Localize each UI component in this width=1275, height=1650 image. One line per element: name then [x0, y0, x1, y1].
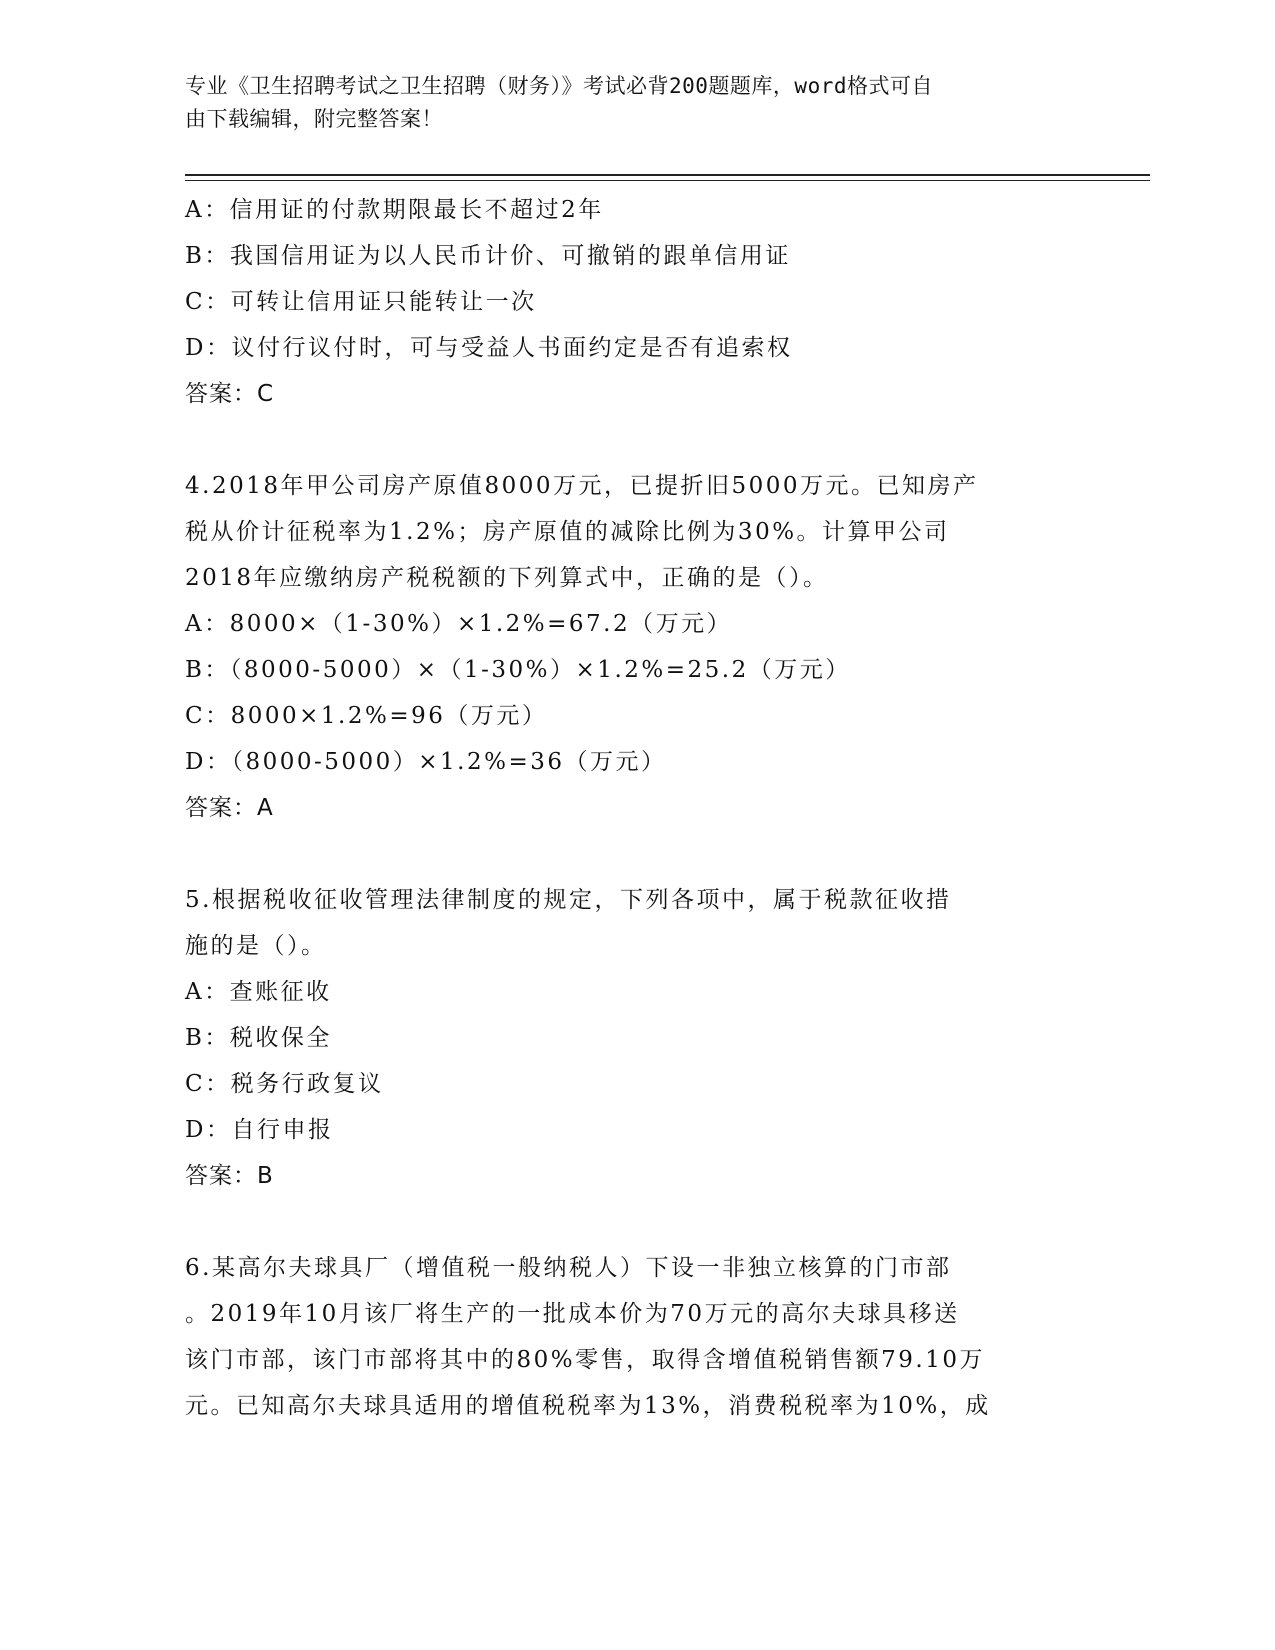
option-d: D：议付行议付时，可与受益人书面约定是否有追索权 — [185, 335, 793, 361]
question-stem: 2018年应缴纳房产税税额的下列算式中，正确的是（）。 — [185, 565, 829, 591]
option-a: A：8000×（1-30%）×1.2%=67.2（万元） — [185, 611, 733, 637]
question-stem: 6.某高尔夫球具厂（增值税一般纳税人）下设一非独立核算的门市部 — [185, 1255, 952, 1281]
option-c: C：可转让信用证只能转让一次 — [185, 289, 537, 315]
spacer — [185, 1199, 1065, 1245]
question-stem: 税从价计征税率为1.2%；房产原值的减除比例为30%。计算甲公司 — [185, 519, 950, 545]
option-d: D：自行申报 — [185, 1117, 334, 1143]
question-list — [185, 187, 1065, 1429]
answer: 答案：A — [185, 795, 274, 821]
question-3 — [185, 187, 1065, 417]
question-stem: 该门市部，该门市部将其中的80%零售，取得含增值税销售额79.10万 — [185, 1347, 985, 1373]
question-stem: 4.2018年甲公司房产原值8000万元，已提折旧5000万元。已知房产 — [185, 473, 979, 499]
option-d: D：（8000-5000）×1.2%=36（万元） — [185, 749, 667, 775]
option-c: C：税务行政复议 — [185, 1071, 384, 1097]
question-stem: 5.根据税收征收管理法律制度的规定，下列各项中，属于税款征收措 — [185, 887, 952, 913]
header-divider-thin — [185, 180, 1150, 181]
header-divider-thick — [185, 174, 1150, 176]
question-6 — [185, 1245, 1065, 1429]
question-5 — [185, 877, 1065, 1199]
option-a: A：查账征收 — [185, 979, 332, 1005]
document-header — [185, 70, 1065, 136]
option-c: C：8000×1.2%=96（万元） — [185, 703, 548, 729]
option-b: B：我国信用证为以人民币计价、可撤销的跟单信用证 — [185, 243, 791, 269]
question-stem: 元。已知高尔夫球具适用的增值税税率为13%，消费税税率为10%，成 — [185, 1393, 991, 1419]
question-4 — [185, 463, 1065, 831]
spacer — [185, 417, 1065, 463]
option-a: A：信用证的付款期限最长不超过2年 — [185, 197, 604, 223]
answer: 答案：C — [185, 381, 275, 407]
header-line-2: 由下载编辑，附完整答案！ — [185, 107, 443, 131]
question-stem: 。2019年10月该厂将生产的一批成本价为70万元的高尔夫球具移送 — [185, 1301, 960, 1327]
question-stem: 施的是（）。 — [185, 933, 327, 959]
option-b: B：（8000-5000）×（1-30%）×1.2%=25.2（万元） — [185, 657, 851, 683]
option-b: B：税收保全 — [185, 1025, 332, 1051]
answer: 答案：B — [185, 1163, 274, 1189]
header-line-1: 专业《卫生招聘考试之卫生招聘（财务）》考试必背200题题库，word格式可自 — [185, 74, 933, 98]
spacer — [185, 831, 1065, 877]
